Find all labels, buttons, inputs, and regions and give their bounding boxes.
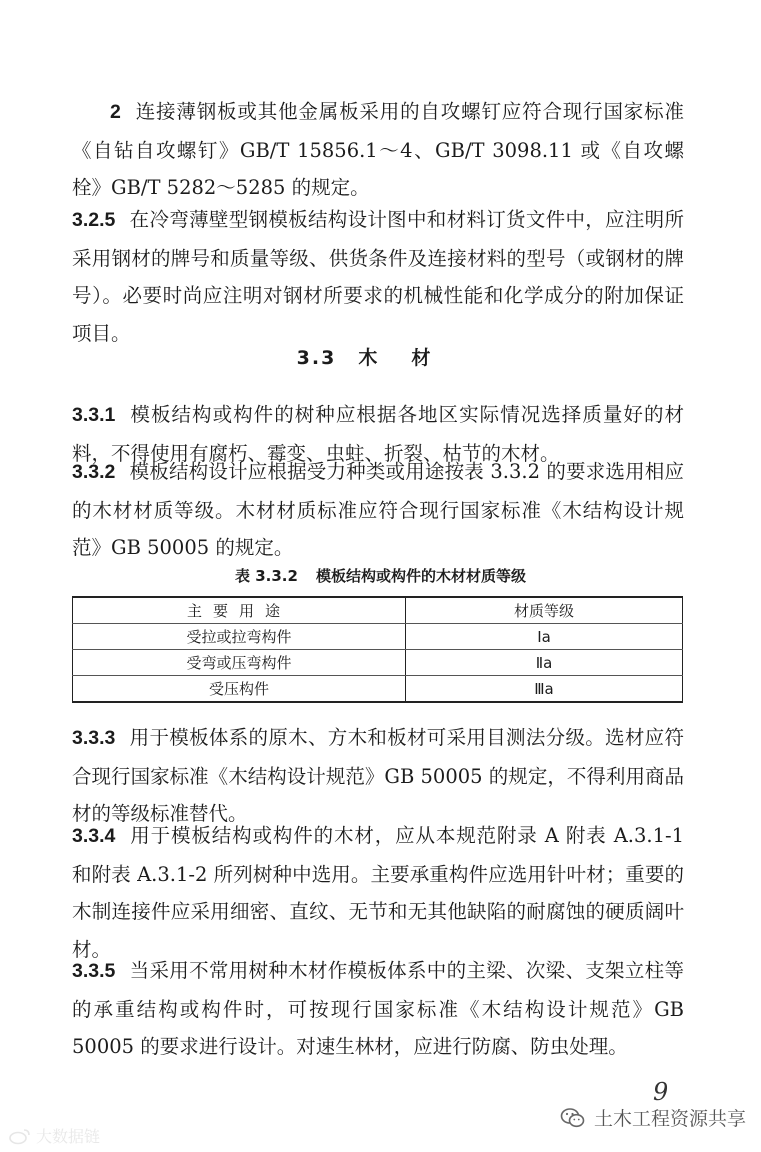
weibo-icon bbox=[8, 1127, 32, 1145]
watermark-right-text: 土木工程资源共享 bbox=[594, 1108, 747, 1130]
clause-3-3-5 bbox=[72, 952, 684, 1066]
clause-3-3-3-number: 3.3.3 bbox=[72, 727, 116, 749]
item-2 bbox=[72, 93, 684, 207]
table-cell-usage: 受压构件 bbox=[73, 676, 406, 703]
section-number: 3.3 bbox=[296, 347, 337, 369]
clause-3-3-4-text: 用于模板结构或构件的木材，应从本规范附录 A 附表 A.3.1-1 和附表 A.3.1-2 所列树种中选用。主要承重构件应选用针叶材；重要的木制连接件应采用细密、直纹、无节和无其他缺陷的耐腐蚀的硬质阔叶材。 bbox=[72, 824, 684, 961]
clause-3-3-3-text: 用于模板体系的原木、方木和板材可采用目测法分级。选材应符合现行国家标准《木结构设计规范》GB 50005 的规定，不得利用商品材的等级标准替代。 bbox=[72, 726, 684, 825]
clause-3-3-3 bbox=[72, 719, 684, 833]
table-cell-grade: Ⅰa bbox=[406, 624, 683, 650]
page-number: 9 bbox=[653, 1078, 669, 1106]
clause-3-3-5-number: 3.3.5 bbox=[72, 960, 116, 982]
wechat-icon bbox=[560, 1105, 586, 1131]
section-title: 木材 bbox=[358, 347, 465, 369]
clause-3-2-5-number: 3.2.5 bbox=[72, 209, 116, 231]
table-row bbox=[73, 650, 683, 676]
clause-3-3-1-number: 3.3.1 bbox=[72, 404, 116, 426]
watermark-right bbox=[560, 1104, 746, 1131]
table-cell-usage: 受拉或拉弯构件 bbox=[73, 624, 406, 650]
table-row bbox=[73, 676, 683, 703]
table-cell-grade: Ⅱa bbox=[406, 650, 683, 676]
material-grade-table bbox=[72, 596, 683, 703]
table-caption-title: 模板结构或构件的木材材质等级 bbox=[315, 567, 526, 585]
watermark-left bbox=[8, 1124, 100, 1147]
clause-3-3-2-text: 模板结构设计应根据受力种类或用途按表 3.3.2 的要求选用相应的木材材质等级。木材材质标准应符合现行国家标准《木结构设计规范》GB 50005 的规定。 bbox=[72, 460, 684, 559]
clause-3-2-5-text: 在冷弯薄壁型钢模板结构设计图中和材料订货文件中，应注明所采用钢材的牌号和质量等级、供货条件及连接材料的型号（或钢材的牌号）。必要时尚应注明对钢材所要求的机械性能和化学成分的附加保证项目。 bbox=[72, 208, 684, 345]
table-cell-grade: Ⅲa bbox=[406, 676, 683, 703]
table-cell-usage: 受弯或压弯构件 bbox=[73, 650, 406, 676]
clause-3-3-1-text: 模板结构或构件的树种应根据各地区实际情况选择质量好的材料，不得使用有腐朽、霉变、虫蛀、折裂、枯节的木材。 bbox=[72, 403, 684, 465]
item-2-number: 2 bbox=[110, 101, 121, 123]
watermark-left-text: 大数据链 bbox=[36, 1127, 101, 1146]
clause-3-3-2-number: 3.3.2 bbox=[72, 461, 116, 483]
table-header-usage: 主要用途 bbox=[73, 597, 406, 624]
table-caption-number: 表 3.3.2 bbox=[235, 567, 298, 585]
table-caption bbox=[0, 565, 761, 586]
clause-3-3-5-text: 当采用不常用树种木材作模板体系中的主梁、次梁、支架立柱等的承重结构或构件时，可按现行国家标准《木结构设计规范》GB 50005 的要求进行设计。对速生林材，应进行防腐、防虫处理。 bbox=[72, 959, 684, 1058]
table-header-row bbox=[73, 597, 683, 624]
section-heading bbox=[0, 343, 761, 370]
clause-3-3-2 bbox=[72, 453, 684, 567]
table-row bbox=[73, 624, 683, 650]
item-2-text: 连接薄钢板或其他金属板采用的自攻螺钉应符合现行国家标准《自钻自攻螺钉》GB/T 15856.1～4、GB/T 3098.11 或《自攻螺栓》GB/T 5282～5285 的规定。 bbox=[72, 100, 684, 199]
clause-3-3-4-number: 3.3.4 bbox=[72, 825, 116, 847]
clause-3-3-4 bbox=[72, 817, 684, 968]
table-header-grade: 材质等级 bbox=[406, 597, 683, 624]
clause-3-2-5 bbox=[72, 201, 684, 352]
